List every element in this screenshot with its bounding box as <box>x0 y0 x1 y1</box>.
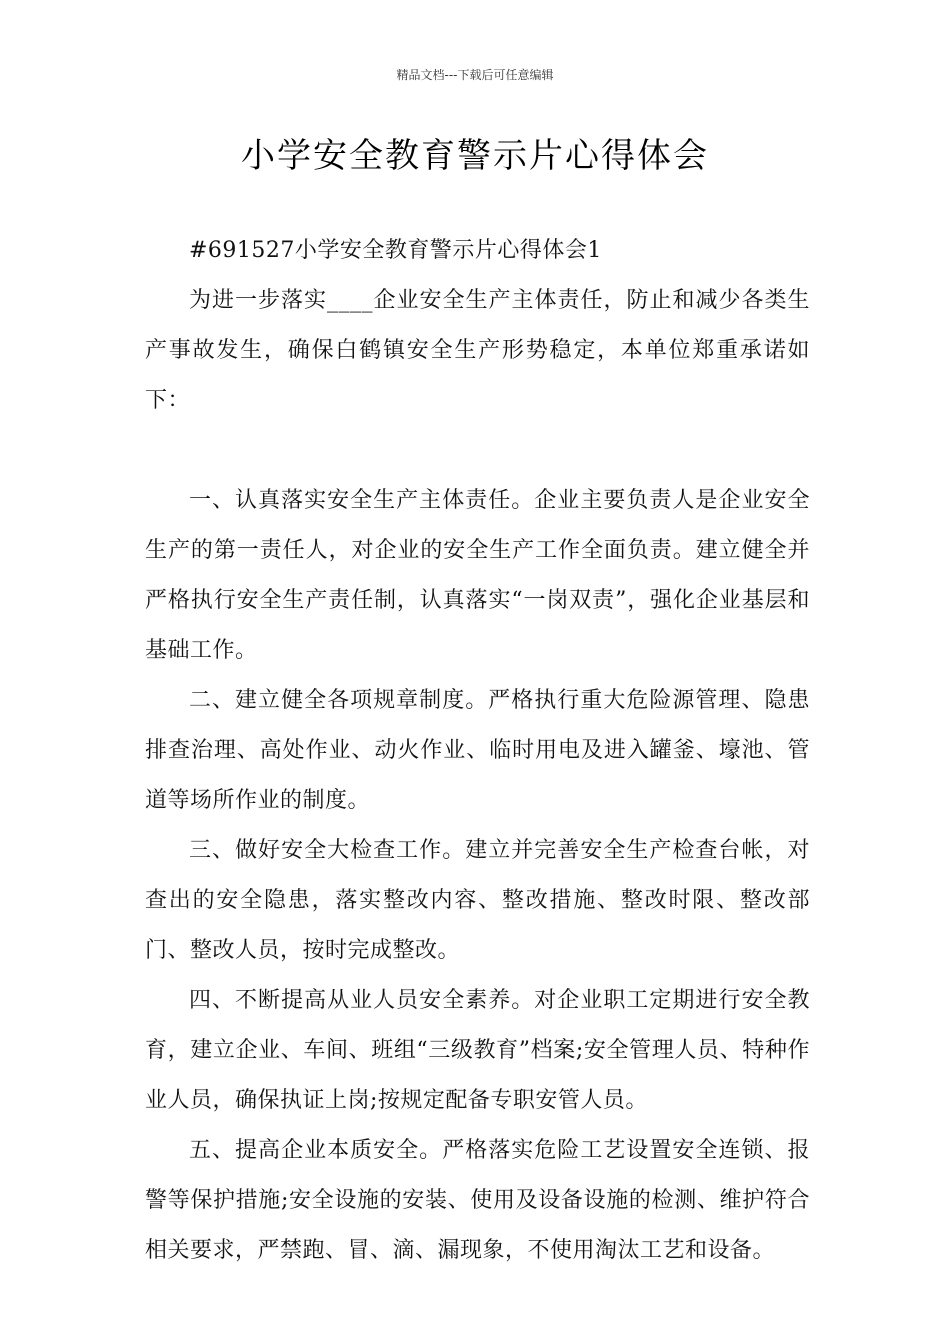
paragraph-item-3: 三、做好安全大检查工作。建立并完善安全生产检查台帐，对查出的安全隐患，落实整改内容、整改措施、整改时限、整改部门、整改人员，按时完成整改。 <box>145 838 810 963</box>
paragraph-item-4: 四、不断提高从业人员安全素养。对企业职工定期进行安全教育，建立企业、车间、班组“三级教育”档案;安全管理人员、特种作业人员，确保执证上岗;按规定配备专职安管人员。 <box>145 988 810 1113</box>
paragraph-item-2: 二、建立健全各项规章制度。严格执行重大危险源管理、隐患排查治理、高处作业、动火作业、临时用电及进入罐釜、壕池、管道等场所作业的制度。 <box>145 688 810 813</box>
paragraph-item-5: 五、提高企业本质安全。严格落实危险工艺设置安全连锁、报警等保护措施;安全设施的安装、使用及设备设施的检测、维护符合相关要求，严禁跑、冒、滴、漏现象，不使用淘汰工艺和设备。 <box>145 1138 810 1263</box>
subtitle-paragraph: #691527小学安全教育警示片心得体会1 <box>189 238 602 263</box>
paragraph-item-1: 一、认真落实安全生产主体责任。企业主要负责人是企业安全生产的第一责任人，对企业的安全生产工作全面负责。建立健全并严格执行安全生产责任制，认真落实“一岗双责”，强化企业基层和基础工作。 <box>145 488 810 663</box>
document-body <box>145 226 810 1276</box>
blank-line <box>145 426 810 476</box>
intro-paragraph: 为进一步落实____企业安全生产主体责任，防止和减少各类生产事故发生，确保白鹤镇安全生产形势稳定，本单位郑重承诺如下： <box>145 288 810 413</box>
document-title: 小学安全教育警示片心得体会 <box>241 136 709 176</box>
header-note: 精品文档---下载后可任意编辑 <box>396 68 554 82</box>
